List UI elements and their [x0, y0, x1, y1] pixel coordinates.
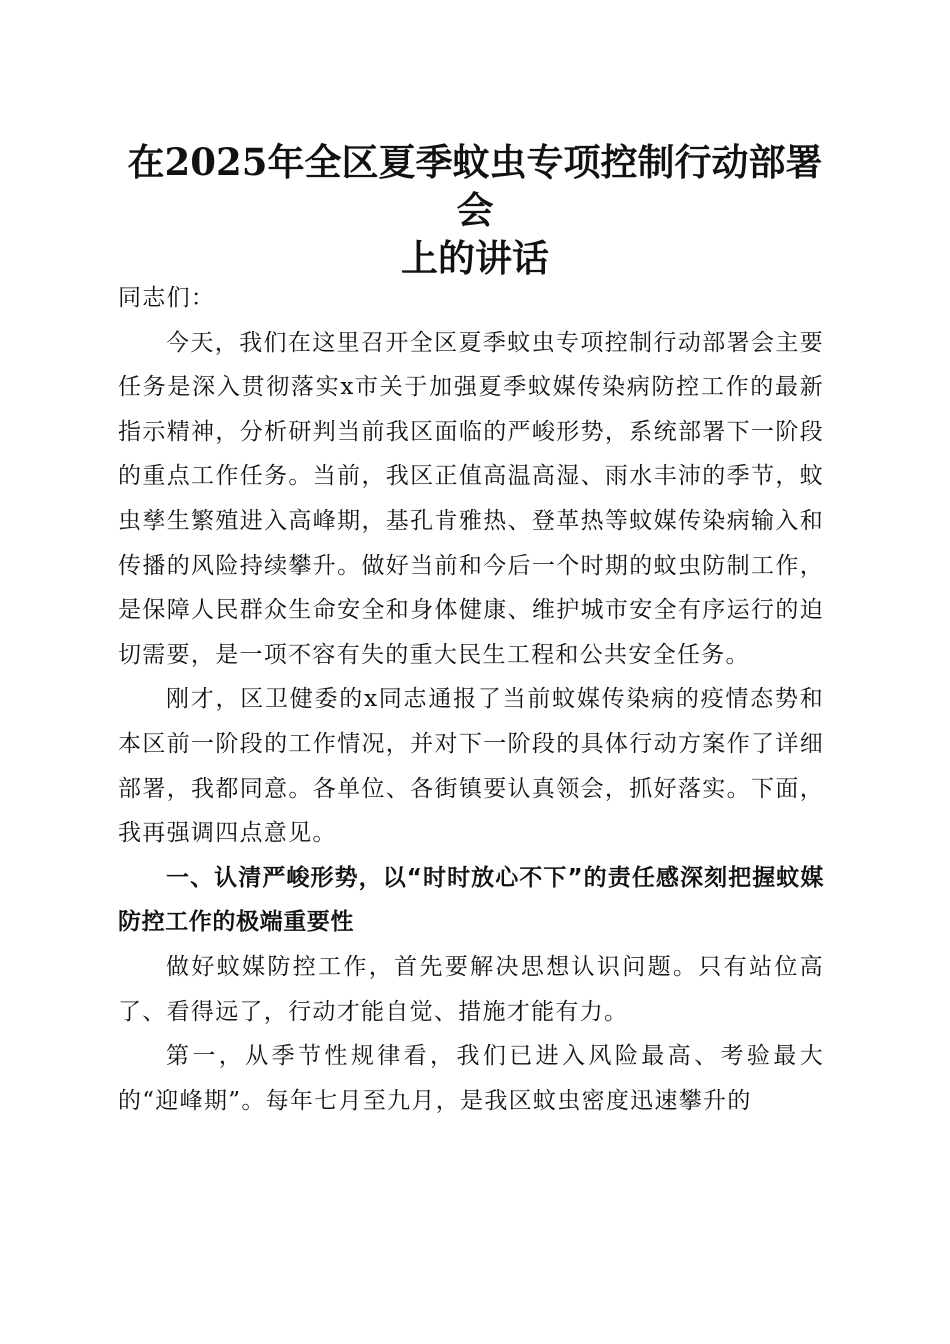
paragraph-awareness: 做好蚊媒防控工作，首先要解决思想认识问题。只有站位高了、看得远了，行动才能自觉、措施才能有力。 — [118, 953, 824, 1025]
document-title — [118, 138, 832, 282]
salutation: 同志们： — [118, 285, 216, 311]
section-heading-1: 一、认清严峻形势，以“时时放心不下”的责任感深刻把握蚊媒防控工作的极端重要性 — [118, 864, 824, 936]
paragraph-briefing: 刚才，区卫健委的x同志通报了当前蚊媒传染病的疫情态势和本区前一阶段的工作情况，并对下一阶段的具体行动方案作了详细部署，我都同意。各单位、各街镇要认真领会，抓好落实。下面，我再强调四点意见。 — [118, 686, 824, 847]
title-line-1: 在2025年全区夏季蚊虫专项控制行动部署会 — [127, 140, 823, 232]
paragraph-seasonal: 第一，从季节性规律看，我们已进入风险最高、考验最大的“迎峰期”。每年七月至九月，是我区蚊虫密度迅速攀升的 — [118, 1043, 824, 1114]
title-line-2: 上的讲话 — [401, 236, 549, 280]
paragraph-opening: 今天，我们在这里召开全区夏季蚊虫专项控制行动部署会主要任务是深入贯彻落实x市关于加强夏季蚊媒传染病防控工作的最新指示精神，分析研判当前我区面临的严峻形势，系统部署下一阶段的重点工作任务。当前，我区正值高温高湿、雨水丰沛的季节，蚊虫孳生繁殖进入高峰期，基孔肯雅热、登革热等蚊媒传染病输入和传播的风险持续攀升。做好当前和今后一个时期的蚊虫防制工作，是保障人民群众生命安全和身体健康、维护城市安全有序运行的迫切需要，是一项不容有失的重大民生工程和公共安全任务。 — [118, 329, 824, 668]
document-body — [118, 276, 824, 1123]
